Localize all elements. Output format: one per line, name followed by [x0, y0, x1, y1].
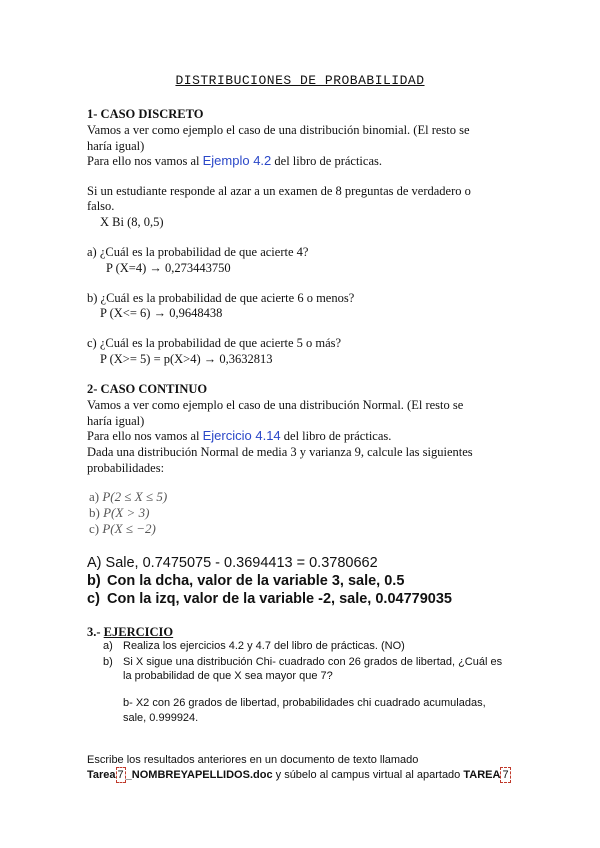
footer-line2	[87, 767, 511, 783]
answer-b	[87, 572, 404, 591]
s1-answer-a: P (X=4) → 0,273443750	[106, 261, 231, 275]
section-1-heading: 1- CASO DISCRETO	[87, 107, 204, 121]
answer-b-label: b)	[87, 573, 101, 589]
math-expr-b: P(X > 3)	[103, 505, 150, 520]
s1-distribution: X Bi (8, 0,5)	[100, 215, 164, 229]
s2-problem-line2: probabilidades:	[87, 461, 165, 475]
s1-question-c: c) ¿Cuál es la probabilidad de que acierte 5 o más?	[87, 336, 342, 350]
s3-item-a	[103, 639, 405, 654]
s1-question-b: b) ¿Cuál es la probabilidad de que acierte 6 o menos?	[87, 291, 355, 305]
s3-item-a-text: Realiza los ejercicios 4.2 y 4.7 del libro de prácticas. (NO)	[123, 640, 405, 652]
s2-intro-line1: Vamos a ver como ejemplo el caso de una distribución Normal. (El resto se	[87, 398, 464, 412]
s1-problem-line1: Si un estudiante responde al azar a un examen de 8 preguntas de verdadero o	[87, 184, 471, 198]
footer-placeholder-box-2: 7	[502, 769, 509, 781]
footer-filename: _NOMBREYAPELLIDOS.doc	[125, 769, 273, 781]
s3-item-b-line1	[103, 655, 502, 670]
answer-b-text: Con la dcha, valor de la variable 3, sale, 0.5	[107, 573, 405, 589]
math-label-c: c)	[89, 521, 100, 536]
s3-heading-prefix: 3.-	[87, 625, 104, 639]
math-item-b	[89, 505, 149, 521]
s1-ref-prefix: Para ello nos vamos al	[87, 154, 203, 168]
section-3-heading	[87, 624, 173, 640]
s1-ref-suffix: del libro de prácticas.	[271, 154, 382, 168]
s3-item-b-line2: la probabilidad de que X sea mayor que 7?	[123, 670, 333, 682]
math-item-c	[89, 521, 156, 537]
answer-a-text: Sale, 0.7475075 - 0.3694413 = 0.3780662	[105, 555, 378, 571]
s1-answer-b: P (X<= 6) → 0,9648438	[100, 306, 223, 320]
s1-question-a: a) ¿Cuál es la probabilidad de que acierte 4?	[87, 245, 309, 259]
s3-answer-line1: b- X2 con 26 grados de libertad, probabilidades chi cuadrado acumuladas,	[123, 697, 486, 709]
section-2-heading: 2- CASO CONTINUO	[87, 382, 208, 396]
ejemplo-4-2-link[interactable]: Ejemplo 4.2	[202, 153, 272, 168]
ejercicio-4-14-link[interactable]: Ejercicio 4.14	[202, 428, 281, 443]
answer-a	[87, 554, 378, 573]
answer-c-text: Con la izq, valor de la variable -2, sale, 0.04779035	[107, 591, 452, 607]
s3-item-b-text1: Si X sigue una distribución Chi- cuadrado con 26 grados de libertad, ¿Cuál es	[123, 656, 503, 668]
math-label-a: a)	[89, 489, 100, 504]
answer-c-label: c)	[87, 591, 100, 607]
s3-answer-line2: sale, 0.999924.	[123, 712, 199, 724]
s1-answer-c: P (X>= 5) = p(X>4) → 0,3632813	[100, 352, 273, 366]
page-title: DISTRIBUCIONES DE PROBABILIDAD	[175, 73, 425, 88]
s2-ref-suffix: del libro de prácticas.	[280, 429, 392, 443]
s2-intro-line2: haría igual)	[87, 414, 145, 428]
s2-ref-prefix: Para ello nos vamos al	[87, 429, 203, 443]
math-label-b: b)	[89, 505, 100, 520]
footer-mid-text: y súbelo al campus virtual al apartado	[272, 769, 464, 781]
s2-problem-line1: Dada una distribución Normal de media 3 y varianza 9, calcule las siguientes	[87, 445, 473, 459]
s1-reference	[87, 153, 382, 169]
s3-heading-text: EJERCICIO	[103, 625, 174, 639]
s1-intro-line1: Vamos a ver como ejemplo el caso de una distribución binomial. (El resto se	[87, 123, 470, 137]
math-item-a	[89, 489, 167, 505]
footer-placeholder-box-1: 7	[117, 769, 124, 781]
footer-line1: Escribe los resultados anteriores en un documento de texto llamado	[87, 754, 419, 766]
footer-tarea-caps: TAREA	[463, 769, 501, 781]
math-expr-c: P(X ≤ −2)	[102, 521, 156, 536]
footer-tarea-word: Tarea	[87, 769, 116, 781]
s2-reference	[87, 428, 391, 444]
s1-intro-line2: haría igual)	[87, 139, 145, 153]
math-expr-a: P(2 ≤ X ≤ 5)	[102, 489, 168, 504]
answer-c	[87, 590, 452, 609]
s1-problem-line2: falso.	[87, 199, 115, 213]
s3-item-a-label: a)	[103, 640, 113, 652]
answer-a-label: A)	[87, 555, 102, 571]
s3-item-b-label: b)	[103, 656, 113, 668]
